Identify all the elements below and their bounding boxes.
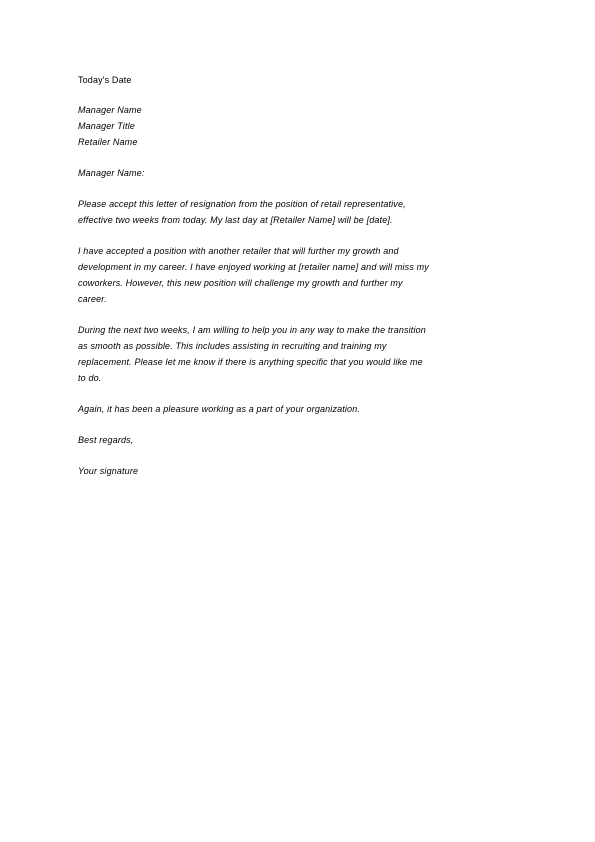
paragraph-line: coworkers. However, this new position will challenge my growth and further my — [78, 278, 403, 288]
recipient-block — [78, 102, 478, 150]
paragraph-line: I have accepted a position with another retailer that will further my growth and — [78, 246, 399, 256]
paragraph-line: to do. — [78, 373, 102, 383]
paragraph-line: development in my career. I have enjoyed working at [retailer name] and will miss my — [78, 262, 429, 272]
salutation: Manager Name: — [78, 168, 145, 178]
paragraph-line: Please accept this letter of resignation from the position of retail representative, — [78, 199, 406, 209]
paragraph-line: Again, it has been a pleasure working as a part of your organization. — [78, 404, 361, 414]
paragraph-line: as smooth as possible. This includes assisting in recruiting and training my — [78, 341, 387, 351]
body-paragraph-2 — [78, 243, 478, 307]
paragraph-line: During the next two weeks, I am willing to help you in any way to make the transition — [78, 325, 426, 335]
recipient-name: Manager Name — [78, 105, 142, 115]
body-paragraph-4 — [78, 401, 478, 417]
recipient-company: Retailer Name — [78, 137, 138, 147]
recipient-title: Manager Title — [78, 121, 135, 131]
paragraph-line: career. — [78, 294, 107, 304]
letter-page — [78, 72, 478, 494]
letter-date: Today's Date — [78, 75, 132, 85]
paragraph-line: effective two weeks from today. My last day at [Retailer Name] will be [date]. — [78, 215, 393, 225]
closing: Best regards, — [78, 435, 134, 445]
body-paragraph-1 — [78, 196, 478, 228]
body-paragraph-3 — [78, 322, 478, 386]
paragraph-line: replacement. Please let me know if there is anything specific that you would like me — [78, 357, 423, 367]
signature: Your signature — [78, 466, 139, 476]
